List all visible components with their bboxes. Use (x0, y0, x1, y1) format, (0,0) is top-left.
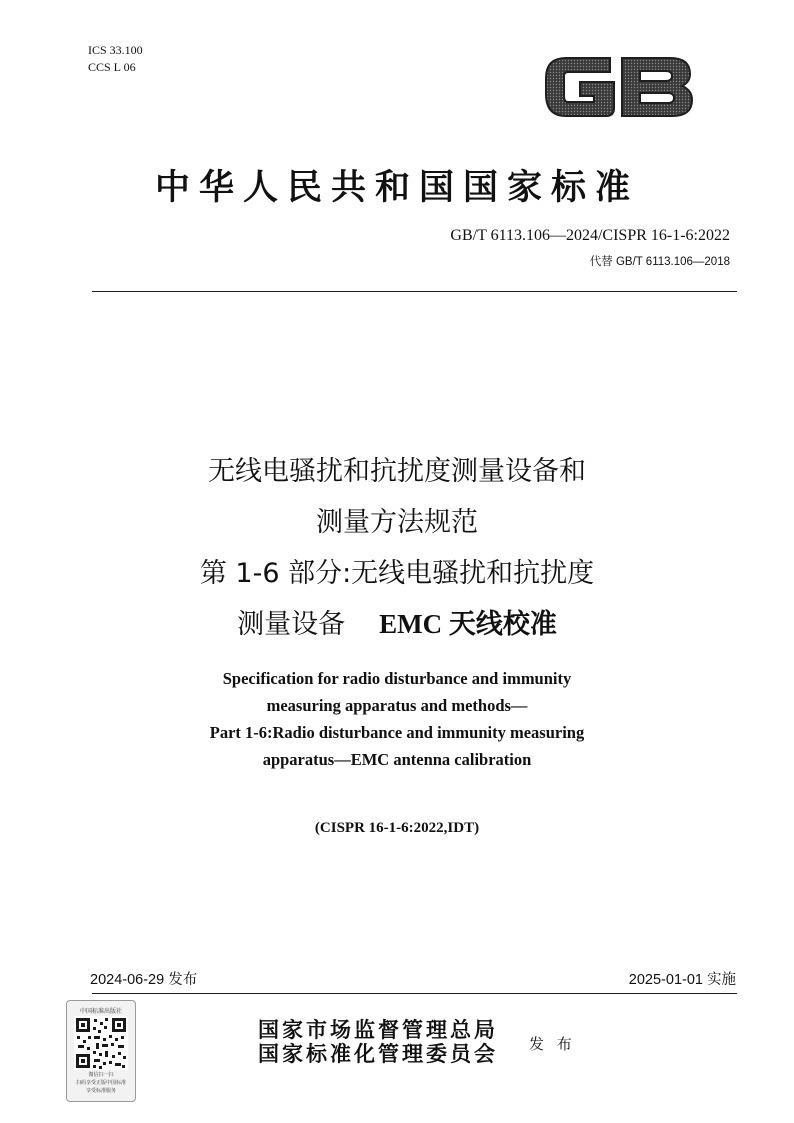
classification-codes (88, 42, 143, 76)
bottom-divider (92, 993, 737, 994)
chinese-title-line1: 无线电骚扰和抗扰度测量设备和 (208, 456, 586, 487)
qr-footer-line2: 扫码享受正版中国标准 (75, 1080, 126, 1086)
qr-footer (69, 1071, 133, 1095)
identity-note: (CISPR 16-1-6:2022,IDT) (314, 820, 480, 836)
qr-footer-line1: 微信扫一扫 (88, 1072, 114, 1078)
qr-code-icon (74, 1016, 128, 1070)
issuing-authorities (258, 1018, 498, 1066)
effective-date: 2025-01-01 实施 (628, 972, 736, 988)
chinese-title-line4-part2: EMC 天线校准 (379, 609, 557, 639)
english-title-line2: measuring apparatus and methods— (266, 696, 528, 715)
replaces-note: 代替 GB/T 6113.106—2018 (589, 256, 730, 268)
gb-logo-text: GB (540, 44, 542, 45)
gb-logo (540, 44, 694, 126)
issuer-sac: 国家标准化管理委员会 (258, 1041, 498, 1066)
english-title-line3: Part 1-6:Radio disturbance and immunity measuring (209, 723, 585, 742)
top-divider (92, 291, 737, 292)
qr-footer-line3: 享受标准服务 (85, 1088, 116, 1094)
issue-date: 2024-06-29 发布 (90, 972, 198, 988)
ics-code: ICS 33.100 (88, 43, 143, 57)
chinese-title-line4-part1: 测量设备 (237, 609, 346, 640)
qr-code-sticker (66, 1000, 136, 1102)
national-standard-heading: 中华人民共和国国家标准 (154, 167, 639, 208)
english-title-line1: Specification for radio disturbance and immunity (222, 669, 572, 688)
publish-label: 发 布 (529, 1035, 576, 1053)
standard-number: GB/T 6113.106—2024/CISPR 16-1-6:2022 (450, 227, 730, 244)
chinese-title-line3: 第 1-6 部分:无线电骚扰和抗扰度 (199, 558, 595, 589)
english-title (0, 665, 794, 773)
chinese-title-line4 (0, 599, 794, 650)
chinese-title (0, 446, 794, 650)
qr-header: 中国标准出版社 (79, 1008, 122, 1015)
english-title-line4: apparatus—EMC antenna calibration (262, 750, 532, 769)
ccs-code: CCS L 06 (88, 60, 136, 74)
chinese-title-line2: 测量方法规范 (316, 507, 478, 538)
issuer-samr: 国家市场监督管理总局 (258, 1017, 498, 1042)
